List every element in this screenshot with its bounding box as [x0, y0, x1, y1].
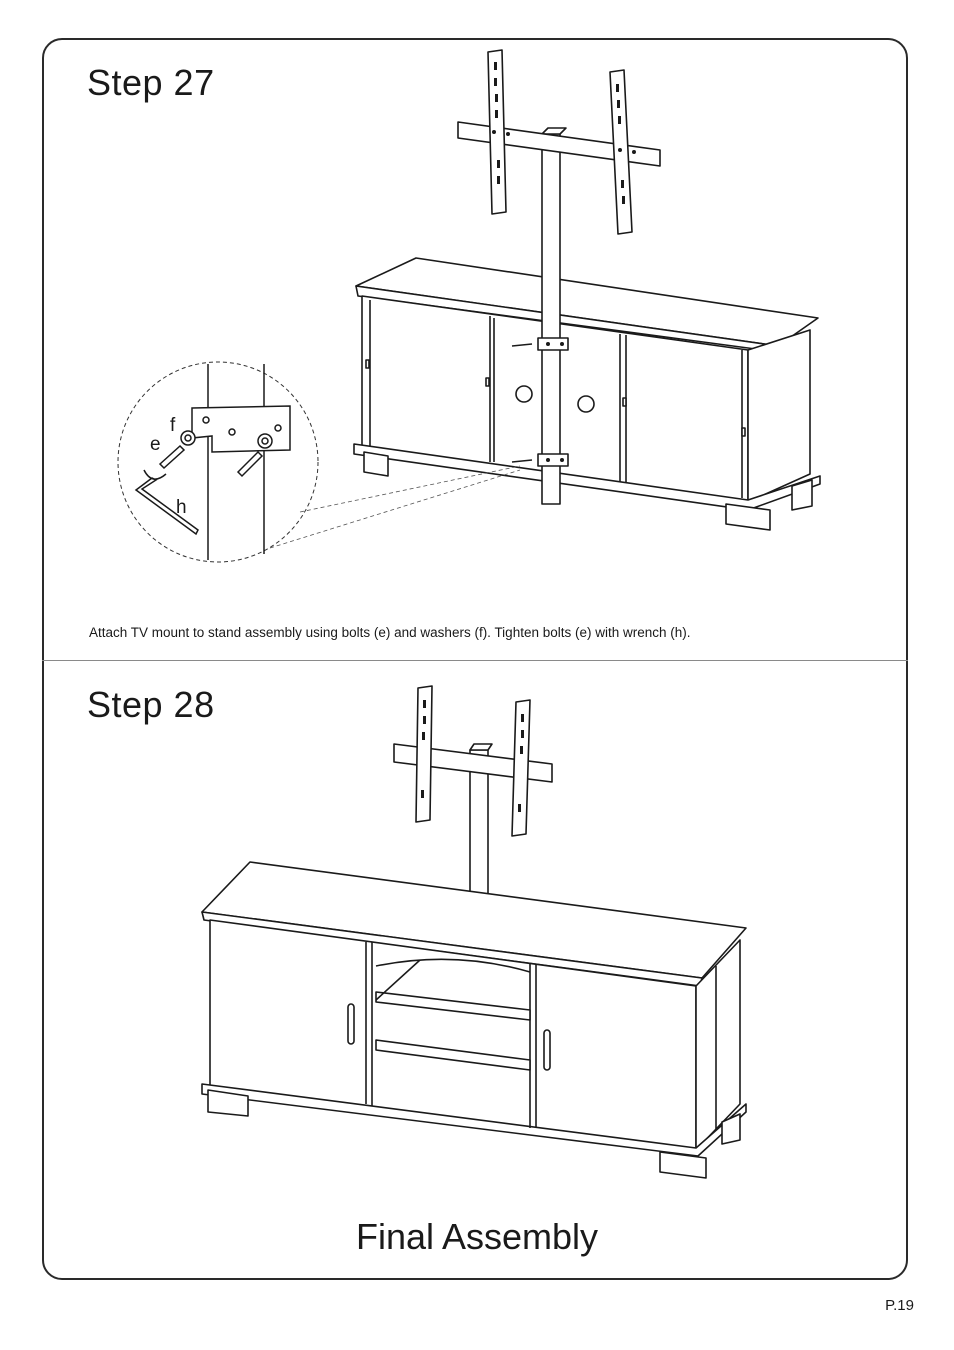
final-assembly-label: Final Assembly: [355, 1216, 599, 1257]
label-f: f: [170, 415, 176, 436]
mount-arm-right: [610, 70, 632, 234]
cabinet-side: [748, 330, 810, 502]
foot-right: [726, 504, 770, 530]
mount-post: [542, 134, 560, 504]
step-27-caption: Attach TV mount to stand assembly using bolts (e) and washers (f). Tighten bolts (e) with wrench (h).: [89, 625, 691, 640]
mount-arm-left: [488, 50, 506, 214]
step-divider: [42, 660, 908, 661]
foot-left: [364, 452, 388, 476]
label-h: h: [176, 497, 187, 518]
step-27-title: Step 27: [87, 62, 215, 103]
page-number: P.19: [885, 1297, 914, 1314]
step-28-title: Step 28: [87, 684, 215, 725]
step-27-illustration: [0, 0, 954, 660]
label-e: e: [150, 434, 161, 455]
